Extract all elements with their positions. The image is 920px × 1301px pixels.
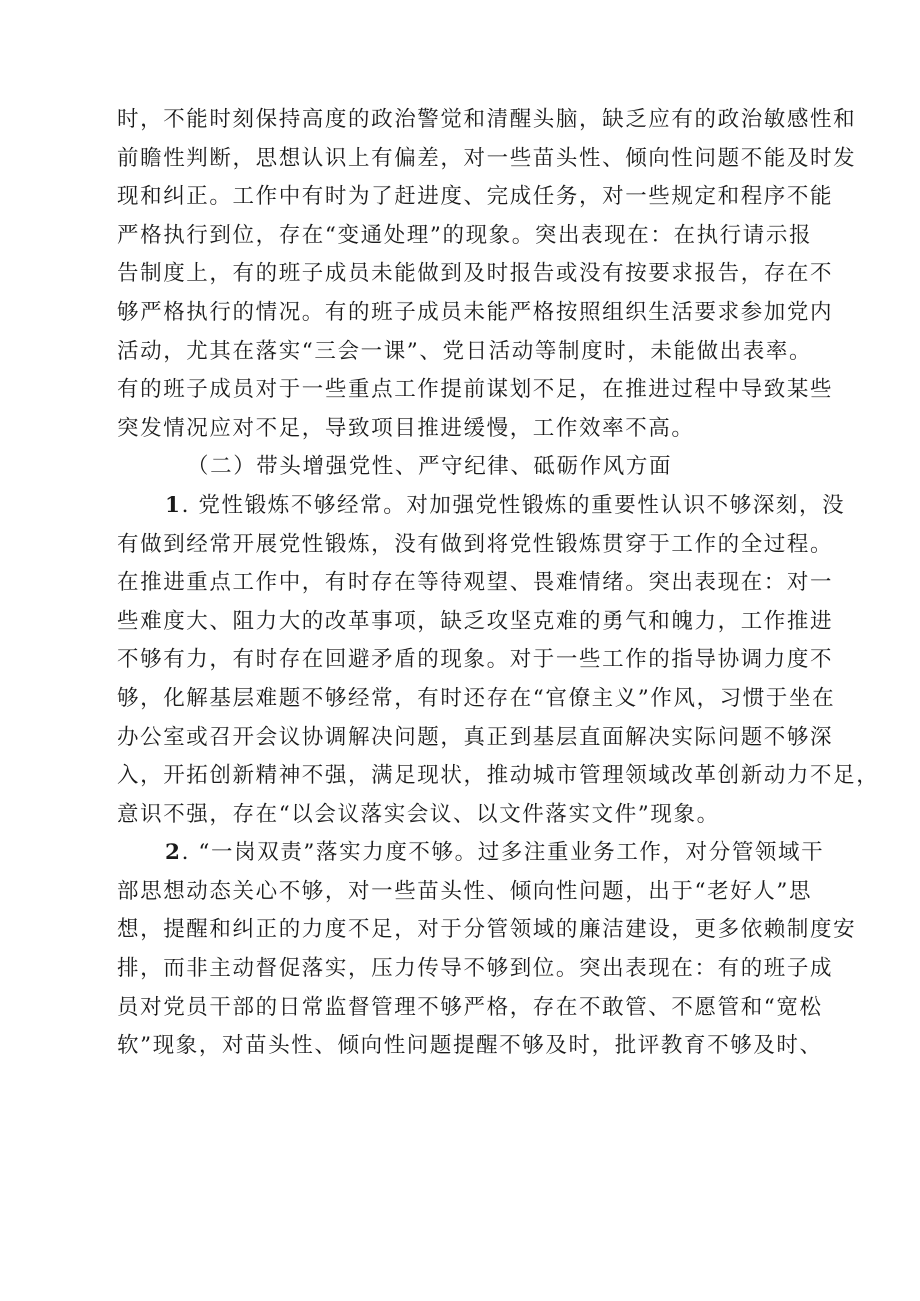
body-line: 活动，尤其在落实“三会一课”、党日活动等制度时，未能做出表率。	[117, 338, 813, 364]
item-1-line: 够，化解基层难题不够经常，有时还存在“官僚主义”作风，习惯于坐在	[117, 685, 836, 711]
item-1-line: 在推进重点工作中，有时存在等待观望、畏难情绪。突出表现在：对一	[117, 570, 834, 596]
item-1-line: 不够有力，有时存在回避矛盾的现象。对于一些工作的指导协调力度不	[117, 647, 834, 673]
item-1-line: 入，开拓创新精神不强，满足现状，推动城市管理领域改革创新动力不足，	[117, 763, 880, 789]
body-line: 突发情况应对不足，导致项目推进缓慢，工作效率不高。	[117, 415, 695, 441]
item-2-line: 员对党员干部的日常监督管理不够严格，存在不敢管、不愿管和“宽松	[117, 994, 823, 1020]
body-line: 前瞻性判断，思想认识上有偏差，对一些苗头性、倾向性问题不能及时发	[117, 145, 857, 171]
item-2-line: 软”现象，对苗头性、倾向性问题提醒不够及时，批评教育不够及时、	[117, 1033, 823, 1059]
item-1-number: 1	[165, 492, 182, 518]
item-2-line: 排，而非主动督促落实，压力传导不够到位。突出表现在：有的班子成	[117, 956, 834, 982]
body-line: 够严格执行的情况。有的班子成员未能严格按照组织生活要求参加党内	[117, 299, 834, 325]
body-line: 现和纠正。工作中有时为了赶进度、完成任务，对一些规定和程序不能	[117, 184, 834, 210]
item-2-line: 想，提醒和纠正的力度不足，对于分管领域的廉洁建设，更多依赖制度安	[117, 917, 857, 943]
item-1-line: 办公室或召开会议协调解决问题，真正到基层直面解决实际问题不够深	[117, 724, 834, 750]
section-heading: （二）带头增强党性、严守纪律、砥砺作风方面	[187, 454, 673, 480]
body-line: 有的班子成员对于一些重点工作提前谋划不足，在推进过程中导致某些	[117, 377, 834, 403]
item-1-title: . 党性锻炼不够经常。对加强党性锻炼的重要性认识不够深刻，没	[181, 492, 846, 518]
item-2-title: . “一岗双责”落实力度不够。过多注重业务工作，对分管领域干	[181, 840, 825, 866]
body-line: 告制度上，有的班子成员未能做到及时报告或没有按要求报告，存在不	[117, 261, 834, 287]
item-2-line: 部思想动态关心不够，对一些苗头性、倾向性问题，出于“老好人”思	[117, 878, 813, 904]
item-1-first-line	[117, 487, 846, 526]
item-1-line: 些难度大、阻力大的改革事项，缺乏攻坚克难的勇气和魄力，工作推进	[117, 608, 834, 634]
item-2-number: 2	[165, 840, 182, 866]
item-1-line: 意识不强，存在“以会议落实会议、以文件落实文件”现象。	[117, 801, 720, 827]
body-line: 时，不能时刻保持高度的政治警觉和清醒头脑，缺乏应有的政治敏感性和	[117, 107, 857, 132]
document-body	[117, 101, 880, 1066]
item-2-first-line	[117, 834, 832, 873]
body-line: 严格执行到位，存在“变通处理”的现象。突出表现在：在执行请示报	[117, 222, 813, 248]
item-1-line: 有做到经常开展党性锻炼，没有做到将党性锻炼贯穿于工作的全过程。	[117, 531, 834, 557]
